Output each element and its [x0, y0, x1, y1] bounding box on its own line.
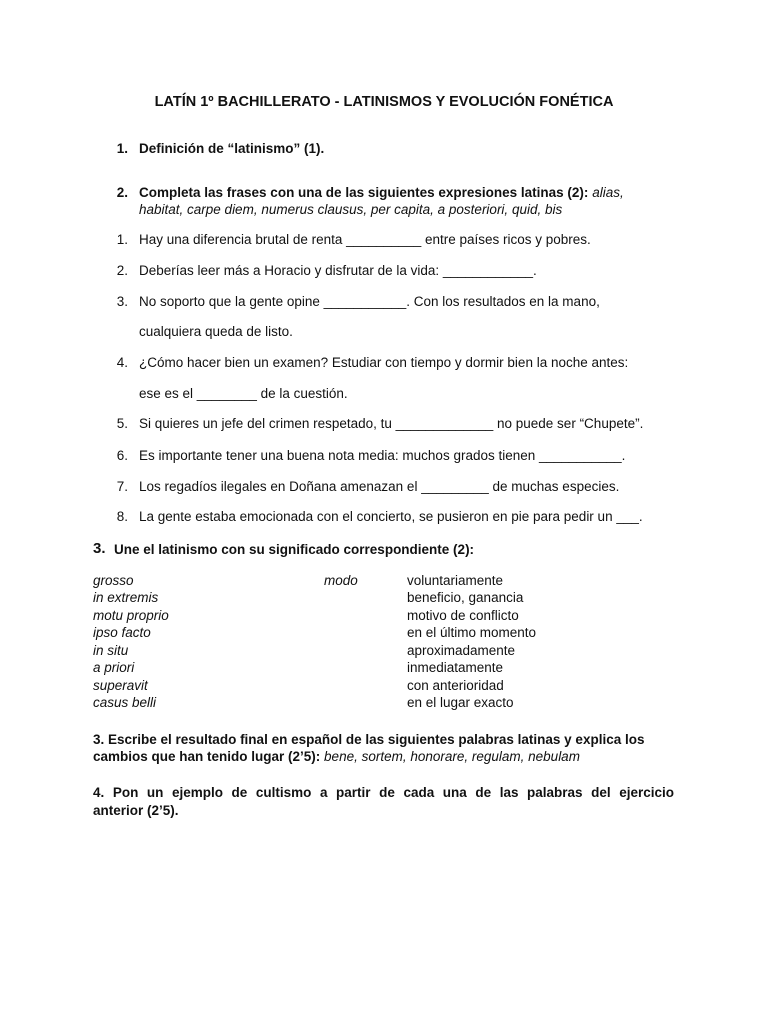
- sentence-number: 3.: [116, 294, 128, 309]
- sentence-text: Deberías leer más a Horacio y disfrutar de la vida: ____________.: [139, 263, 537, 278]
- meaning-item: en el último momento: [407, 625, 537, 640]
- sentence-number: 6.: [116, 448, 128, 463]
- q2-text: Completa las frases con una de las siguientes expresiones latinas (2):: [139, 185, 589, 200]
- q2-expressions-line1: alias,: [592, 185, 624, 200]
- q3b-line1: 3. Escribe el resultado final en español de las siguientes palabras latinas y explica los: [93, 732, 645, 747]
- latinism-item: a priori: [93, 660, 135, 675]
- sentence-continuation: cualquiera queda de listo.: [139, 324, 293, 339]
- sentence-text: Hay una diferencia brutal de renta __________ entre países ricos y pobres.: [139, 232, 591, 247]
- meaning-item: en el lugar exacto: [407, 695, 514, 710]
- sentence-number: 7.: [116, 479, 128, 494]
- latinism-item: in extremis: [93, 590, 159, 605]
- meaning-item: beneficio, ganancia: [407, 590, 524, 605]
- meaning-item: con anterioridad: [407, 678, 504, 693]
- q3b-words: bene, sortem, honorare, regulam, nebulam: [324, 749, 580, 764]
- latinism-item: ipso facto: [93, 625, 151, 640]
- latinism-item: superavit: [93, 678, 148, 693]
- sentence-text: La gente estaba emocionada con el concierto, se pusieron en pie para pedir un ___.: [139, 509, 643, 524]
- q3-text: Une el latinismo con su significado correspondiente (2):: [114, 542, 475, 557]
- latinism-item: casus belli: [93, 695, 157, 710]
- meaning-item: voluntariamente: [407, 573, 504, 588]
- q1-text: Definición de “latinismo” (1).: [139, 141, 325, 156]
- meaning-item: aproximadamente: [407, 643, 516, 658]
- sentence-number: 2.: [116, 263, 128, 278]
- latinism-item: motu proprio: [93, 608, 169, 623]
- latinism-item: in situ: [93, 643, 129, 658]
- meaning-item: inmediatamente: [407, 660, 504, 675]
- sentence-number: 5.: [116, 416, 128, 431]
- q4-line2: anterior (2’5).: [93, 803, 179, 818]
- q2-heading: [139, 185, 624, 200]
- sentence-number: 4.: [116, 355, 128, 370]
- q3b-line2: [93, 749, 580, 764]
- sentence-number: 1.: [116, 232, 128, 247]
- sentence-text: Es importante tener una buena nota media: muchos grados tienen ___________.: [139, 448, 626, 463]
- latinism-modo: modo: [324, 573, 358, 588]
- meaning-item: motivo de conflicto: [407, 608, 519, 623]
- sentence-text: ¿Cómo hacer bien un examen? Estudiar con tiempo y dormir bien la noche antes:: [139, 355, 629, 370]
- sentence-number: 8.: [116, 509, 128, 524]
- sentence-text: Los regadíos ilegales en Doñana amenazan el _________ de muchas especies.: [139, 479, 620, 494]
- page-title: LATÍN 1º BACHILLERATO - LATINISMOS Y EVOLUCIÓN FONÉTICA: [154, 94, 614, 110]
- q4-line1: 4. Pon un ejemplo de cultismo a partir de cada una de las palabras del ejercicio: [93, 785, 674, 800]
- q2-number: 2.: [116, 185, 128, 200]
- sentence-text: No soporto que la gente opine ___________. Con los resultados en la mano,: [139, 294, 600, 309]
- latinism-item: grosso: [93, 573, 134, 588]
- q1-number: 1.: [116, 141, 128, 156]
- q2-expressions-line2: habitat, carpe diem, numerus clausus, per capita, a posteriori, quid, bis: [139, 202, 563, 217]
- q3b-line2-bold: cambios que han tenido lugar (2’5):: [93, 749, 321, 764]
- sentence-continuation: ese es el ________ de la cuestión.: [139, 386, 348, 401]
- q3-number: 3.: [93, 540, 106, 557]
- sentence-text: Si quieres un jefe del crimen respetado, tu _____________ no puede ser “Chupete”.: [139, 416, 644, 431]
